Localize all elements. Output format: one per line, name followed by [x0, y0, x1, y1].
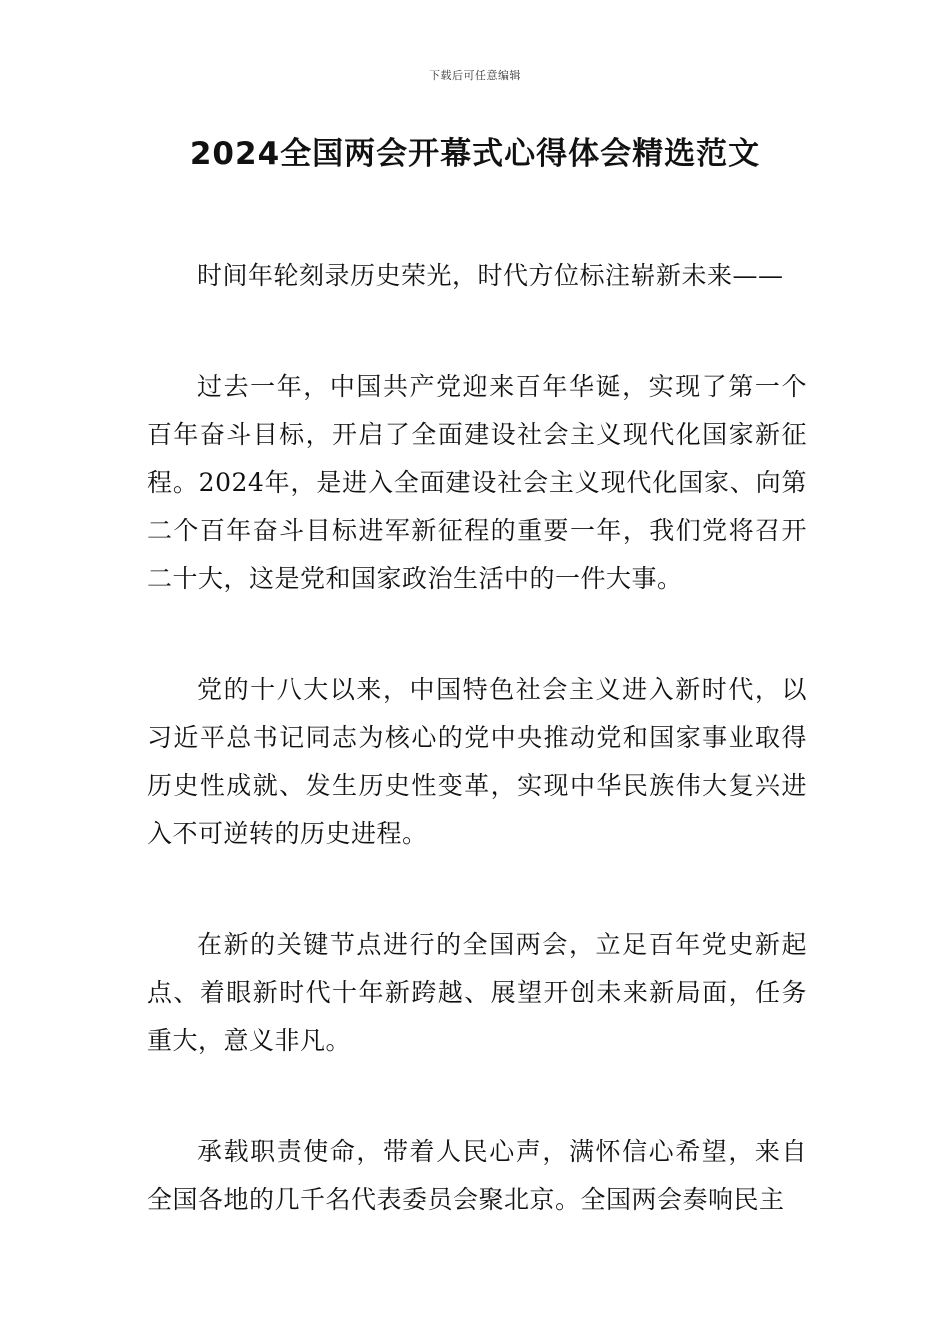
header-note: 下载后可任意编辑 — [429, 69, 521, 82]
paragraph-past-year: 过去一年，中国共产党迎来百年华诞，实现了第一个百年奋斗目标，开启了全面建设社会主义现代化国家新征程。2024年，是进入全面建设社会主义现代化国家、向第二个百年奋斗目标进军新征程的重要一年，我们党将召开二十大，这是党和国家政治生活中的一件大事。 — [147, 372, 807, 593]
paragraph-new-era: 党的十八大以来，中国特色社会主义进入新时代，以习近平总书记同志为核心的党中央推动党和国家事业取得历史性成就、发生历史性变革，实现中华民族伟大复兴进入不可逆转的历史进程。 — [147, 675, 807, 848]
document-title: 2024全国两会开幕式心得体会精选范文 — [189, 136, 761, 172]
document-body — [147, 252, 807, 1287]
paragraph-two-sessions: 在新的关键节点进行的全国两会，立足百年党史新起点、着眼新时代十年新跨越、展望开创未来新局面，任务重大，意义非凡。 — [147, 930, 807, 1055]
paragraph-intro: 时间年轮刻录历史荣光，时代方位标注崭新未来—— — [197, 261, 784, 290]
paragraph-delegates: 承载职责使命，带着人民心声，满怀信心希望，来自全国各地的几千名代表委员会聚北京。全国两会奏响民主 — [147, 1137, 807, 1214]
